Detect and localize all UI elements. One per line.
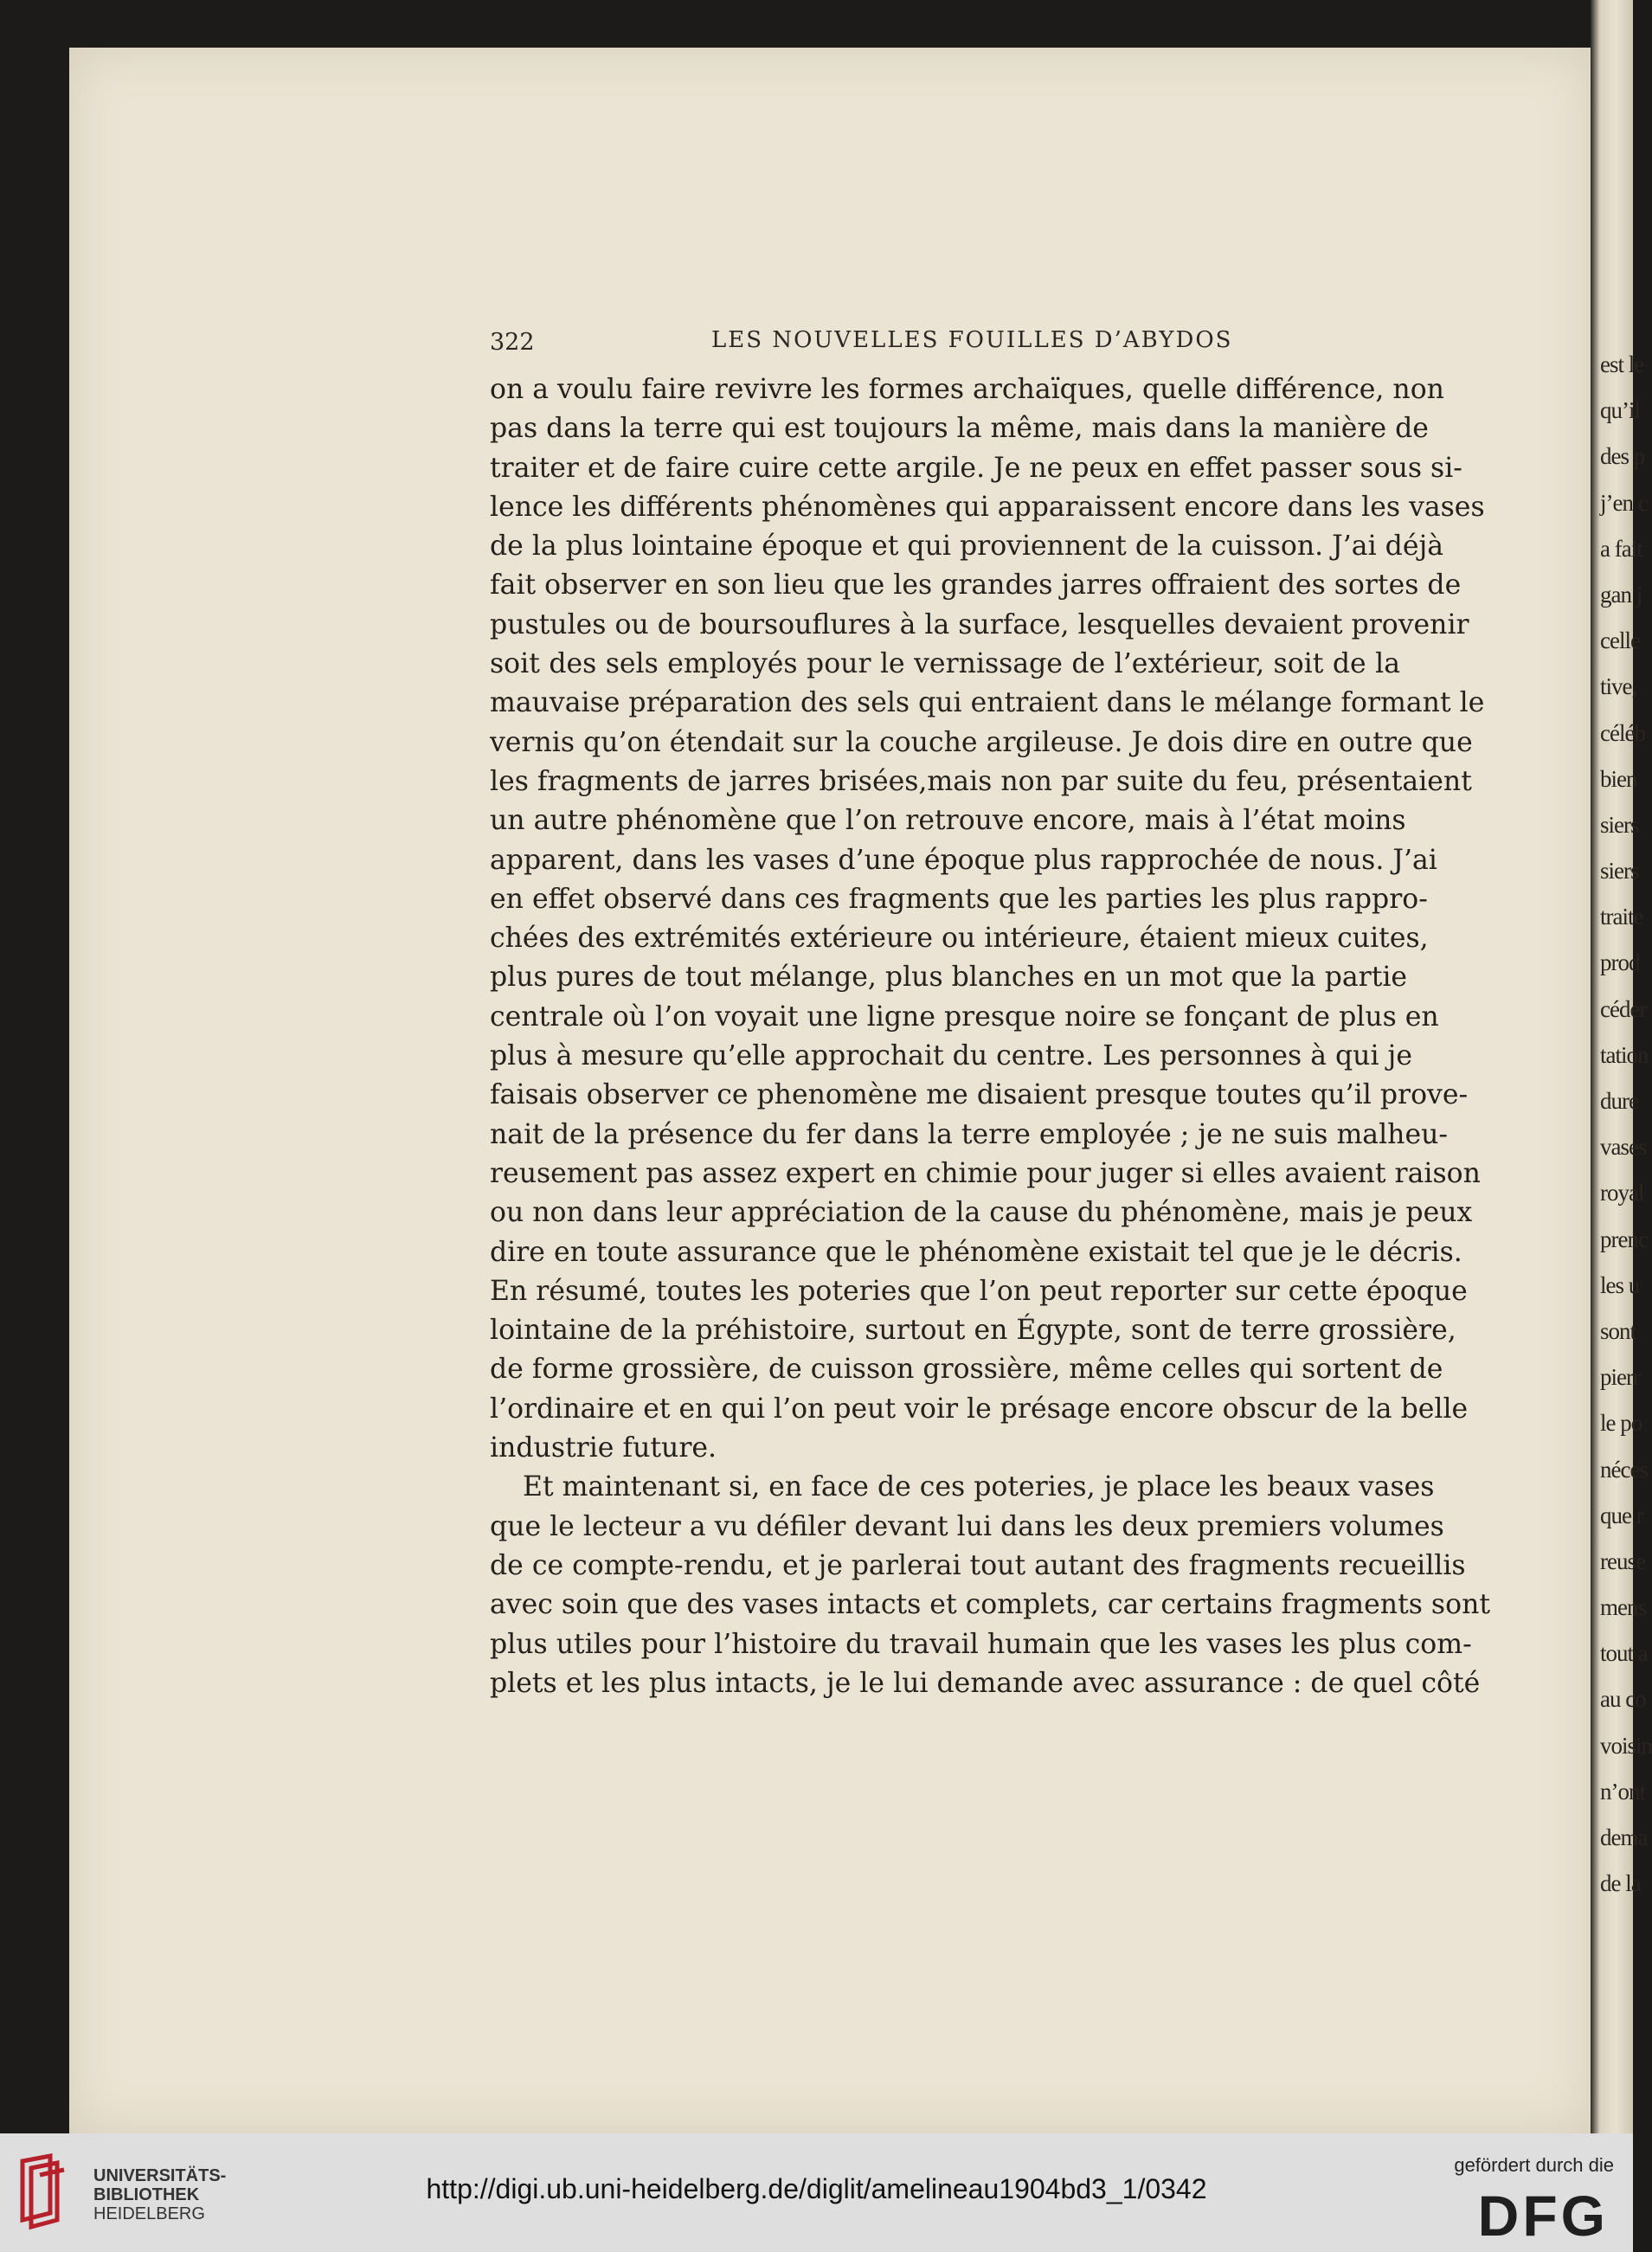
funding-note: gefördert durch die <box>1454 2154 1614 2176</box>
next-page-fragment: royal <box>1600 1180 1644 1206</box>
library-line-2: BIBLIOTHEK <box>93 2185 200 2204</box>
next-page-fragment: siers <box>1600 811 1639 838</box>
next-page-fragment: reuse <box>1600 1547 1645 1574</box>
text-line: avec soin que des vases intacts et complets, car certains fragments sont <box>490 1589 1491 1621</box>
next-page-fragment: prod <box>1600 949 1640 976</box>
viewer-footer <box>0 2133 1633 2252</box>
next-page-fragment: siers <box>1600 858 1639 885</box>
text-line: de ce compte-rendu, et je parlerai tout autant des fragments recueillis <box>490 1549 1466 1581</box>
next-page-fragment: dema <box>1600 1824 1648 1850</box>
text-line: plus à mesure qu’elle approchait du centre. Les personnes à qui je <box>490 1040 1412 1072</box>
next-page-fragment: des p <box>1600 443 1645 470</box>
next-page-fragment: celle <box>1600 627 1640 654</box>
next-page-fragment: les u <box>1600 1271 1640 1298</box>
next-page-fragment: tout a <box>1600 1640 1648 1667</box>
text-line: pustules ou de boursouflures à la surface, lesquelles devaient provenir <box>490 608 1469 640</box>
text-line: de la plus lointaine époque et qui proviennent de la cuisson. J’ai déjà <box>490 531 1444 563</box>
next-page-fragment: traite <box>1600 904 1643 930</box>
next-page-fragment: dure <box>1600 1088 1638 1114</box>
running-head <box>490 327 1398 362</box>
next-page-fragment: sont <box>1600 1317 1636 1344</box>
next-page-fragment: gan j <box>1600 581 1642 608</box>
next-page-fragment: prenc <box>1600 1226 1648 1252</box>
text-line: faisais observer ce phenomène me disaient presque toutes qu’il prove- <box>490 1079 1469 1111</box>
library-line-1: UNIVERSITÄTS- <box>93 2166 227 2185</box>
text-line: de forme grossière, de cuisson grossière, même celles qui sortent de <box>490 1354 1443 1386</box>
text-line: plets et les plus intacts, je le lui demande avec assurance : de quel côté <box>490 1667 1481 1699</box>
text-line: en effet observé dans ces fragments que les parties les plus rappro- <box>490 883 1428 915</box>
text-line: centrale où l’on voyait une ligne presque noire se fonçant de plus en <box>490 1001 1439 1033</box>
next-page-fragment: j’en c <box>1600 489 1648 516</box>
page-number: 322 <box>490 329 535 356</box>
text-line: lointaine de la préhistoire, surtout en Égypte, sont de terre grossière, <box>490 1315 1456 1347</box>
text-line: industrie future. <box>490 1432 717 1464</box>
paragraph <box>490 370 1485 1468</box>
text-line: reusement pas assez expert en chimie pour juger si elles avaient raison <box>490 1157 1481 1189</box>
next-page-fragment: mens <box>1600 1594 1646 1621</box>
permalink-url[interactable]: http://digi.ub.uni-heidelberg.de/diglit/amelineau1904bd3_1/0342 <box>426 2173 1207 2204</box>
text-line: un autre phénomène que l’on retrouve encore, mais à l’état moins <box>490 805 1406 837</box>
next-page-fragment: qu’il <box>1600 397 1640 424</box>
next-page-fragment: céléb <box>1600 719 1645 746</box>
text-line: plus pures de tout mélange, plus blanches en un mot que la partie <box>490 962 1408 994</box>
next-page-fragment: au co <box>1600 1686 1646 1713</box>
next-page-text-fragments <box>1592 342 1652 1897</box>
text-line: traiter et de faire cuire cette argile. Je ne peux en effet passer sous si- <box>490 452 1462 484</box>
next-page-fragment: pierr <box>1600 1364 1640 1391</box>
text-line: chées des extrémités extérieure ou intérieure, étaient mieux cuites, <box>490 923 1429 955</box>
text-line: que le lecteur a vu défiler devant lui dans les deux premiers volumes <box>490 1510 1444 1542</box>
running-title: LES NOUVELLES FOUILLES D’ABYDOS <box>711 327 1233 353</box>
text-line: Et maintenant si, en face de ces poteries, je place les beaux vases <box>523 1471 1435 1503</box>
next-page-fragment: néces <box>1600 1456 1648 1483</box>
text-line: fait observer en son lieu que les grandes jarres offraient des sortes de <box>490 569 1462 602</box>
text-line: mauvaise préparation des sels qui entraient dans le mélange formant le <box>490 687 1485 719</box>
next-page-fragment: vases <box>1600 1134 1647 1161</box>
paragraph <box>490 1468 1491 1703</box>
text-line: ou non dans leur appréciation de la cause du phénomène, mais je peux <box>490 1197 1473 1229</box>
text-line: soit des sels employés pour le vernissage de l’extérieur, soit de la <box>490 648 1400 680</box>
text-line: vernis qu’on étendait sur la couche argileuse. Je dois dire en outre que <box>490 726 1473 758</box>
next-page-fragment: a fait <box>1600 535 1642 562</box>
text-line: l’ordinaire et en qui l’on peut voir le présage encore obscur de la belle <box>490 1393 1469 1425</box>
next-page-fragment: voisin <box>1600 1732 1652 1759</box>
text-line: les fragments de jarres brisées,mais non par suite du feu, présentaient <box>490 765 1472 797</box>
text-line: En résumé, toutes les poteries que l’on peut reporter sur cette époque <box>490 1275 1468 1307</box>
text-line: pas dans la terre qui est toujours la même, mais dans la manière de <box>490 413 1429 445</box>
text-line: lence les différents phénomènes qui apparaissent encore dans les vases <box>490 491 1485 523</box>
next-page-fragment: n’ont <box>1600 1778 1645 1805</box>
text-line: on a voulu faire revivre les formes archaïques, quelle différence, non <box>490 374 1444 405</box>
dfg-logo[interactable]: DFG <box>1477 2184 1609 2248</box>
text-line: dire en toute assurance que le phénomène existait tel que je le décris. <box>490 1236 1462 1268</box>
library-line-3: HEIDELBERG <box>93 2204 205 2223</box>
body-text <box>490 370 1491 1703</box>
text-line: apparent, dans les vases d’une époque plus rapprochée de nous. J’ai <box>490 844 1437 876</box>
next-page-fragment: tation <box>1600 1041 1649 1068</box>
next-page-fragment: que r <box>1600 1502 1643 1528</box>
next-page-fragment: le po <box>1600 1410 1642 1437</box>
next-page-fragment: céder <box>1600 995 1647 1022</box>
next-page-fragment: est le <box>1600 351 1644 377</box>
next-page-fragment: de la <box>1600 1870 1641 1897</box>
text-line: nait de la présence du fer dans la terre employée ; je ne suis malheu- <box>490 1118 1449 1150</box>
next-page-fragment: tive, <box>1600 673 1637 700</box>
next-page-fragment: bien <box>1600 765 1637 792</box>
text-line: plus utiles pour l’histoire du travail humain que les vases les plus com- <box>490 1628 1472 1660</box>
